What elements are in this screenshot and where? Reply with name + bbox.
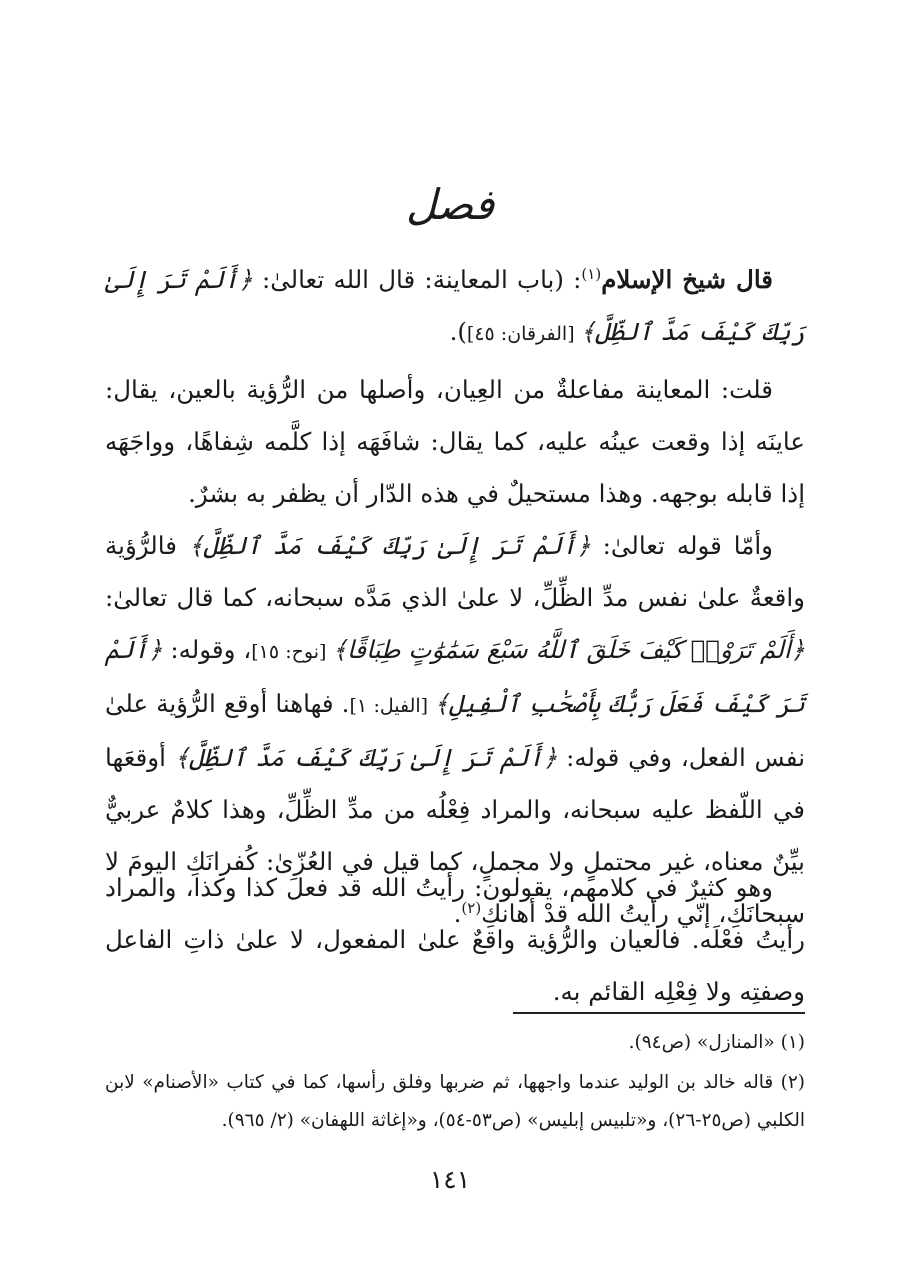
para4-text: وهو كثيرٌ في كلامهم، يقولون: رأيتُ الله قد فعلَ كذا وكذا، والمراد رأيتُ فعْلَه. فالعيان والرُّؤية واقعٌ علىٰ المفعول، لا علىٰ ذاتِ الفاعل وصفتِه ولا فِعْلِه القائم به. [105, 873, 805, 1006]
quran-verse-3: ﴿أَلَمْ تَرَوْا۟ كَيْفَ خَلَقَ ٱللَّهُ سَبْعَ سَمَٰوَٰتٍ طِبَاقًا﴾ [332, 635, 805, 664]
footnote-2: (٢) قاله خالد بن الوليد عندما واجهها، ثم ضربها وفلق رأسها، كما في كتاب «الأصنام» لابن الكلبي (ص٢٥-٢٦)، و«تلبيس إبليس» (ص٥٣-٥٤)، و«إغاثة اللهفان» (٢/ ٩٦٥). [105, 1072, 805, 1131]
footnote-marker-2[interactable]: (٢) [461, 898, 482, 917]
para3-s5: أوقعَها في اللّفظ عليه سبحانه، والمراد فِعْلُه من مدِّ الظِّلِّ، وهذا كلامٌ عربيٌّ بيِّنٌ معناه، غير محتملٍ ولا مجملٍ، كما قيل في العُزّىٰ: كُفرانَكِ اليومَ لا سبحانَكِ، إنّي رأيتُ الله قدْ أهانكِ [105, 743, 805, 928]
para1-end: ). [449, 317, 467, 346]
speaker-label: قال شيخ الإسلام [601, 265, 773, 294]
paragraph-4 [105, 862, 805, 1018]
verse-reference-3: [الفيل: ١] [349, 695, 435, 717]
para1-text: : (باب المعاينة: قال الله تعالىٰ: [252, 265, 582, 294]
para3-s4: . فهاهنا أوقع الرُّؤية علىٰ نفس الفعل، وفي قوله: [105, 689, 806, 772]
footnote-divider [513, 1012, 805, 1014]
paragraph-1 [105, 254, 805, 360]
para3-end: . [453, 899, 462, 928]
verse-reference-2: [نوح: ١٥] [251, 641, 333, 663]
verse-reference-1: [الفرقان: ٤٥] [466, 323, 581, 345]
footnote-marker-1[interactable]: (١) [581, 264, 602, 283]
para3-s2: فالرُّؤية واقعةٌ علىٰ نفس مدِّ الظِّلِّ، لا علىٰ الذي مَدَّه سبحانه، كما قال تعالىٰ: [105, 531, 805, 612]
para3-s1: وأمّا قوله تعالىٰ: [590, 531, 773, 560]
quran-verse-5: ﴿أَلَمْ تَرَ إِلَىٰ رَبِّكَ كَيْفَ مَدَّ ٱلظِّلَّ﴾ [174, 743, 558, 772]
page-number: ١٤١ [429, 1165, 471, 1194]
paragraph-2 [105, 364, 805, 520]
quran-verse-2: ﴿أَلَمْ تَرَ إِلَىٰ رَبِّكَ كَيْفَ مَدَّ ٱلظِّلَّ﴾ [188, 531, 591, 560]
quran-verse-4: ﴿أَلَمْ تَرَ كَيْفَ فَعَلَ رَبُّكَ بِأَصْحَٰبِ ٱلْفِيلِ﴾ [105, 635, 805, 718]
section-heading: فصل [405, 180, 495, 229]
footnote-1: (١) «المنازل» (ص٩٤). [628, 1032, 805, 1053]
para3-s3: ، وقوله: [162, 635, 252, 664]
quran-verse-1: ﴿أَلَمْ تَرَ إِلَىٰ رَبِّكَ كَيْفَ مَدَّ ٱلظِّلَّ﴾ [105, 265, 805, 346]
para2-text: قلت: المعاينة مفاعلةٌ من العِيان، وأصلها من الرُّؤية بالعين، يقال: عاينَه إذا وقعت عينُه عليه، كما يقال: شافَهَه إذا كلَّمه شِفاهًا، وواجَهَه إذا قابله بوجهه. وهذا مستحيلٌ في هذه الدّار أن يظفر به بشرٌ. [105, 375, 805, 508]
